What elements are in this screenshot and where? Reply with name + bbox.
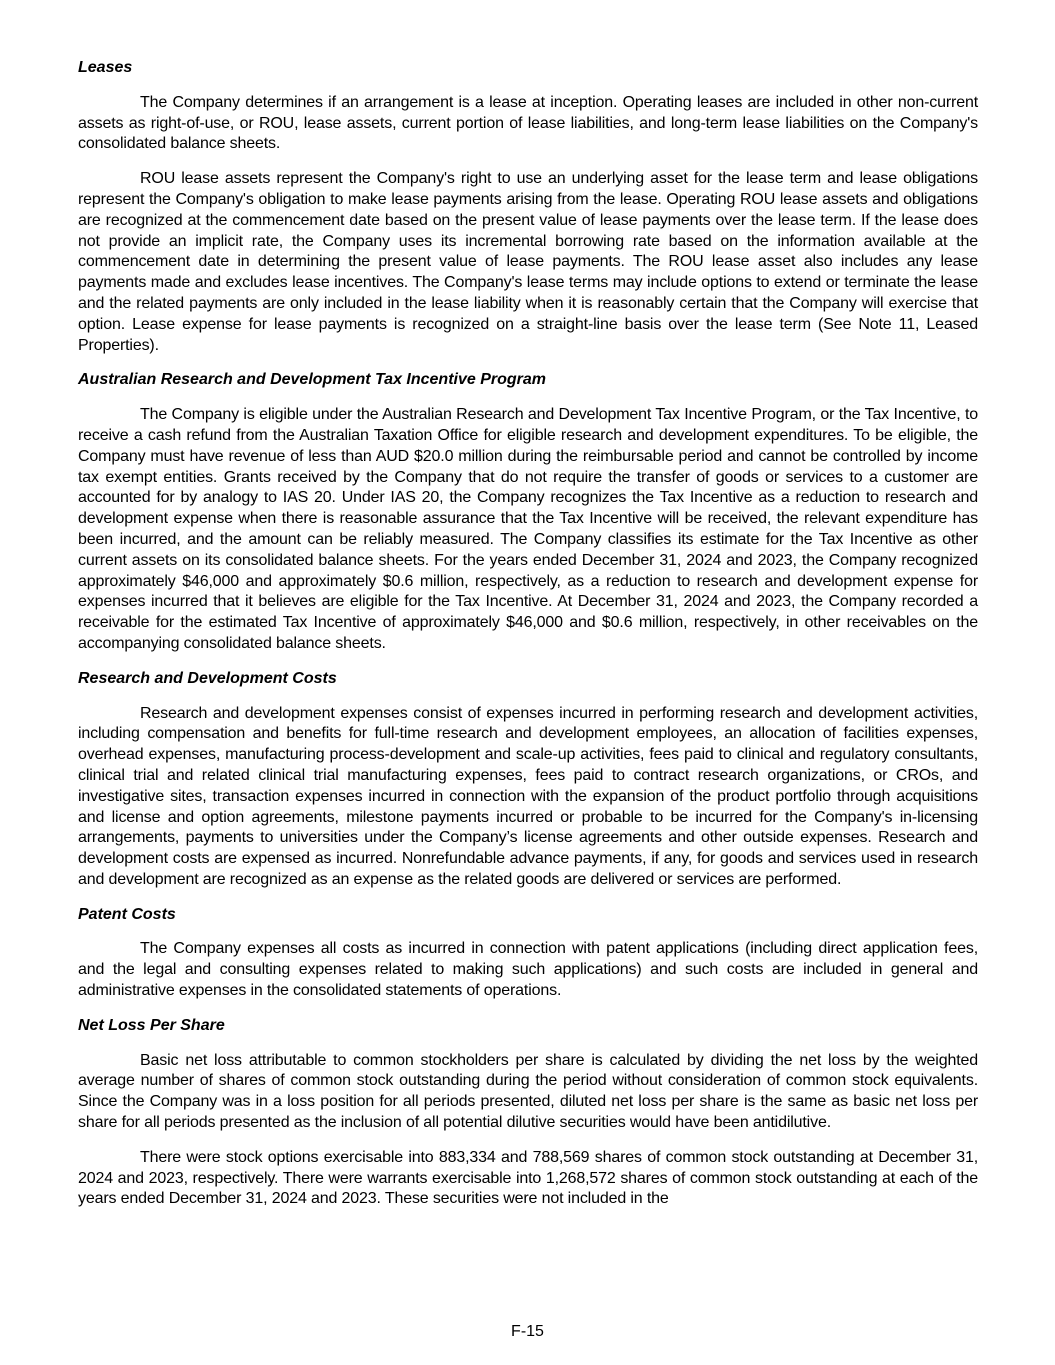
document-page <box>78 58 978 1224</box>
section-net-loss-per-share <box>78 1016 978 1210</box>
paragraph: The Company expenses all costs as incurred in connection with patent applications (including direct application fees, and the legal and consulting expenses related to making such applications) and such costs are included in general and administrative expenses in the consolidated statements of operations. <box>78 940 978 1000</box>
section-heading: Research and Development Costs <box>78 669 337 687</box>
section-heading: Patent Costs <box>78 905 176 923</box>
section-patent-costs <box>78 905 978 1002</box>
section-heading: Net Loss Per Share <box>78 1016 225 1034</box>
paragraph: Basic net loss attributable to common stockholders per share is calculated by dividing the net loss by the weighted average number of shares of common stock outstanding during the period without consideration of common stock equivalents. Since the Company was in a loss position for all periods presented, diluted net loss per share is the same as basic net loss per share for all periods presented as the inclusion of all potential dilutive securities would have been antidilutive. <box>78 1051 978 1132</box>
paragraph: There were stock options exercisable into 883,334 and 788,569 shares of common stock outstanding at December 31, 2024 and 2023, respectively. There were warrants exercisable into 1,268,572 shares of common stock outstanding at each of the years ended December 31, 2024 and 2023. These securities were not included in the <box>78 1148 978 1208</box>
section-heading: Australian Research and Development Tax Incentive Program <box>78 371 547 389</box>
paragraph: The Company determines if an arrangement is a lease at inception. Operating leases are included in other non-current assets as right-of-use, or ROU, lease assets, current portion of lease liabilities, and long-term lease liabilities on the Company's consolidated balance sheets. <box>78 93 978 153</box>
paragraph: ROU lease assets represent the Company's right to use an underlying asset for the lease term and lease obligations represent the Company's obligation to make lease payments arising from the lease. Operating ROU lease assets and obligations are recognized at the commencement date based on the present value of lease payments over the lease term. If the lease does not provide an implicit rate, the Company uses its incremental borrowing rate based on the information available at the commencement date in determining the present value of lease payments. The ROU lease asset also includes any lease payments made and excludes lease incentives. The Company's lease terms may include options to extend or terminate the lease and the related payments are only included in the lease liability when it is reasonably certain that the Company will exercise that option. Lease expense for lease payments is recognized on a straight-line basis over the lease term (See Note 11, Leased Properties). <box>78 170 978 354</box>
section-leases <box>78 58 978 356</box>
page-number: F-15 <box>511 1323 544 1340</box>
paragraph: Research and development expenses consist of expenses incurred in performing research and development activities, including compensation and benefits for full-time research and development employees, an allocation of facilities expenses, overhead expenses, manufacturing process-development and scale-up activities, fees paid to clinical and regulatory consultants, clinical trial and related clinical trial manufacturing expenses, fees paid to contract research organizations, or CROs, and investigative sites, transaction expenses incurred in connection with the expansion of the product portfolio through acquisitions and license and option agreements, milestone payments incurred or probable to be incurred for the Company's in-licensing arrangements, payments to universities under the Company’s license agreements and other outside expenses. Research and development costs are expensed as incurred. Nonrefundable advance payments, if any, for goods and services used in research and development are recognized as an expense as the related goods are delivered or services are performed. <box>78 704 978 888</box>
section-research-development-costs <box>78 669 978 891</box>
section-australian-tax-incentive <box>78 370 978 654</box>
paragraph: The Company is eligible under the Australian Research and Development Tax Incentive Program, or the Tax Incentive, to receive a cash refund from the Australian Taxation Office for eligible research and development expenditures. To be eligible, the Company must have revenue of less than AUD $20.0 million during the reimbursable period and cannot be controlled by income tax exempt entities. Grants received by the Company that do not require the transfer of goods or services to a customer are accounted for by analogy to IAS 20. Under IAS 20, the Company recognizes the Tax Incentive as a reduction to research and development expense when there is reasonable assurance that the Tax Incentive will be received, the relevant expenditure has been incurred, and the amount can be reliably measured. The Company classifies its estimate for the Tax Incentive as other current assets on its consolidated balance sheets. For the years ended December 31, 2024 and 2023, the Company recognized approximately $46,000 and approximately $0.6 million, respectively, as a reduction to research and development expense for expenses incurred that it believes are eligible for the Tax Incentive. At December 31, 2024 and 2023, the Company recorded a receivable for the estimated Tax Incentive of approximately $46,000 and $0.6 million, respectively, in other receivables on the accompanying consolidated balance sheets. <box>78 406 978 652</box>
section-heading: Leases <box>78 59 133 76</box>
